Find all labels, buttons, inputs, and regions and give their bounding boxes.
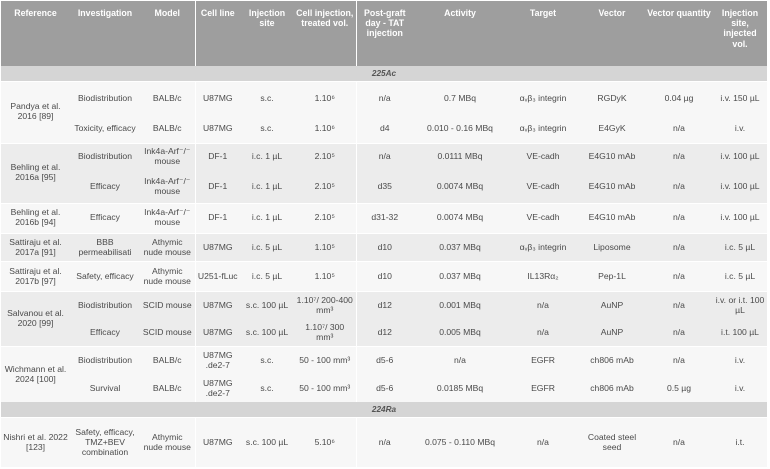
- vector-qty-cell: n/a: [645, 319, 713, 347]
- column-header: Cell injection, treated vol.: [294, 1, 356, 66]
- cell-injection-cell: 2.10⁵: [294, 143, 356, 171]
- cell-injection-cell: 2.10⁵: [294, 203, 356, 234]
- injection-site-cell: i.c. 1 µL: [240, 203, 294, 234]
- activity-cell: 0.0185 MBq: [413, 375, 507, 403]
- model-cell: Athymic nude mouse: [140, 418, 195, 467]
- column-header: Vector: [579, 1, 645, 66]
- cell-injection-cell: 1.10⁶: [294, 116, 356, 144]
- target-cell: EGFR: [507, 347, 579, 375]
- inj-site-vol-cell: i.c. 5 µL: [713, 234, 767, 262]
- target-cell: αᵥβ₃ integrin: [507, 116, 579, 144]
- table-row: [1, 203, 767, 234]
- target-cell: n/a: [507, 418, 579, 467]
- model-cell: BALB/c: [140, 347, 195, 375]
- vector-qty-cell: n/a: [645, 143, 713, 171]
- inj-site-vol-cell: i.v. 100 µL: [713, 203, 767, 234]
- reference-cell: Salvanou et al. 2020 [99]: [1, 292, 70, 347]
- cell-injection-cell: 1.10⁷/ 200-400 mm³: [294, 292, 356, 320]
- reference-cell: Behling et al. 2016a [95]: [1, 143, 70, 203]
- injection-site-cell: s.c. 100 µL: [240, 319, 294, 347]
- reference-cell: Sattiraju et al. 2017b [97]: [1, 262, 70, 292]
- vector-qty-cell: n/a: [645, 418, 713, 467]
- section-row: [1, 66, 767, 81]
- model-cell: Athymic nude mouse: [140, 234, 195, 262]
- investigation-cell: Toxicity, efficacy: [70, 116, 140, 144]
- injection-site-cell: i.c. 5 µL: [240, 234, 294, 262]
- inj-site-vol-cell: i.v.: [713, 347, 767, 375]
- activity-cell: 0.037 MBq: [413, 262, 507, 292]
- model-cell: SCID mouse: [140, 319, 195, 347]
- vector-qty-cell: 0.5 µg: [645, 375, 713, 403]
- table-row: [1, 347, 767, 375]
- activity-cell: 0.7 MBq: [413, 81, 507, 115]
- column-header: Post-graft day - TAT injection: [356, 1, 413, 66]
- section-label: 224Ra: [1, 402, 767, 417]
- cell-line-cell: U87MG: [195, 116, 240, 144]
- table-row: [1, 81, 767, 115]
- investigation-cell: BBB permeabilisati: [70, 234, 140, 262]
- post-graft-cell: d4: [356, 116, 413, 144]
- post-graft-cell: d31-32: [356, 203, 413, 234]
- target-cell: VE-cadh: [507, 143, 579, 171]
- model-cell: BALB/c: [140, 81, 195, 115]
- vector-cell: E4G10 mAb: [579, 143, 645, 171]
- vector-cell: ch806 mAb: [579, 347, 645, 375]
- model-cell: SCID mouse: [140, 292, 195, 320]
- cell-injection-cell: 1.10⁵: [294, 234, 356, 262]
- post-graft-cell: d10: [356, 234, 413, 262]
- vector-cell: ch806 mAb: [579, 375, 645, 403]
- section-label: 225Ac: [1, 66, 767, 81]
- inj-site-vol-cell: i.v.: [713, 116, 767, 144]
- post-graft-cell: d12: [356, 319, 413, 347]
- cell-line-cell: U87MG: [195, 292, 240, 320]
- vector-qty-cell: n/a: [645, 262, 713, 292]
- column-header: Model: [140, 1, 195, 66]
- injection-site-cell: s.c.: [240, 81, 294, 115]
- injection-site-cell: i.c. 5 µL: [240, 262, 294, 292]
- inj-site-vol-cell: i.v.: [713, 375, 767, 403]
- investigation-cell: Survival: [70, 375, 140, 403]
- injection-site-cell: s.c.: [240, 375, 294, 403]
- post-graft-cell: n/a: [356, 143, 413, 171]
- post-graft-cell: n/a: [356, 418, 413, 467]
- activity-cell: 0.0074 MBq: [413, 203, 507, 234]
- investigation-cell: Biodistribution: [70, 143, 140, 171]
- table-row: [1, 262, 767, 292]
- cell-injection-cell: 50 - 100 mm³: [294, 375, 356, 403]
- model-cell: BALB/c: [140, 116, 195, 144]
- post-graft-cell: d5-6: [356, 347, 413, 375]
- cell-injection-cell: 5.10⁶: [294, 418, 356, 467]
- vector-cell: E4G10 mAb: [579, 171, 645, 203]
- investigation-cell: Biodistribution: [70, 292, 140, 320]
- table-row: [1, 116, 767, 144]
- post-graft-cell: d35: [356, 171, 413, 203]
- activity-cell: 0.010 - 0.16 MBq: [413, 116, 507, 144]
- inj-site-vol-cell: i.v. 100 µL: [713, 143, 767, 171]
- cell-injection-cell: 1.10⁵: [294, 262, 356, 292]
- vector-cell: E4G10 mAb: [579, 203, 645, 234]
- vector-cell: AuNP: [579, 292, 645, 320]
- investigation-cell: Efficacy: [70, 203, 140, 234]
- activity-cell: 0.005 MBq: [413, 319, 507, 347]
- investigation-cell: Biodistribution: [70, 81, 140, 115]
- activity-cell: 0.0111 MBq: [413, 143, 507, 171]
- cell-line-cell: U87MG: [195, 418, 240, 467]
- reference-cell: Sattiraju et al. 2017a [91]: [1, 234, 70, 262]
- inj-site-vol-cell: i.c. 5 µL: [713, 262, 767, 292]
- reference-cell: Pandya et al. 2016 [89]: [1, 81, 70, 143]
- injection-site-cell: i.c. 1 µL: [240, 143, 294, 171]
- cell-line-cell: U87MG: [195, 234, 240, 262]
- column-header: Vector quantity: [645, 1, 713, 66]
- vector-qty-cell: n/a: [645, 171, 713, 203]
- vector-qty-cell: n/a: [645, 203, 713, 234]
- activity-cell: 0.075 - 0.110 MBq: [413, 418, 507, 467]
- vector-qty-cell: n/a: [645, 292, 713, 320]
- vector-qty-cell: n/a: [645, 116, 713, 144]
- column-header: Target: [507, 1, 579, 66]
- investigation-cell: Efficacy: [70, 319, 140, 347]
- cell-line-cell: U251-fLuc: [195, 262, 240, 292]
- cell-injection-cell: 1.10⁶: [294, 81, 356, 115]
- investigation-cell: Safety, efficacy: [70, 262, 140, 292]
- column-header: Activity: [413, 1, 507, 66]
- data-table: [1, 1, 767, 467]
- cell-line-cell: U87MG .de2-7: [195, 375, 240, 403]
- activity-cell: 0.001 MBq: [413, 292, 507, 320]
- inj-site-vol-cell: i.t.: [713, 418, 767, 467]
- model-cell: Ink4a-Arf⁻/⁻ mouse: [140, 171, 195, 203]
- cell-line-cell: DF-1: [195, 203, 240, 234]
- investigation-cell: Biodistribution: [70, 347, 140, 375]
- post-graft-cell: d10: [356, 262, 413, 292]
- model-cell: Athymic nude mouse: [140, 262, 195, 292]
- activity-cell: n/a: [413, 347, 507, 375]
- vector-cell: AuNP: [579, 319, 645, 347]
- column-header: Investigation: [70, 1, 140, 66]
- inj-site-vol-cell: i.v. 100 µL: [713, 171, 767, 203]
- table-row: [1, 418, 767, 467]
- table-row: [1, 143, 767, 171]
- column-header: Reference: [1, 1, 70, 66]
- inj-site-vol-cell: i.v. or i.t. 100 µL: [713, 292, 767, 320]
- target-cell: αᵥβ₃ integrin: [507, 81, 579, 115]
- inj-site-vol-cell: i.v. 150 µL: [713, 81, 767, 115]
- section-row: [1, 402, 767, 417]
- vector-qty-cell: n/a: [645, 234, 713, 262]
- reference-cell: Behling et al. 2016b [94]: [1, 203, 70, 234]
- vector-cell: Coated steel seed: [579, 418, 645, 467]
- vector-qty-cell: 0.04 µg: [645, 81, 713, 115]
- table-row: [1, 234, 767, 262]
- cell-line-cell: DF-1: [195, 171, 240, 203]
- column-header: Cell line: [195, 1, 240, 66]
- vector-cell: Pep-1L: [579, 262, 645, 292]
- cell-injection-cell: 50 - 100 mm³: [294, 347, 356, 375]
- reference-cell: Nishri et al. 2022 [123]: [1, 418, 70, 467]
- table-body: [1, 66, 767, 467]
- activity-cell: 0.0074 MBq: [413, 171, 507, 203]
- target-cell: EGFR: [507, 375, 579, 403]
- investigation-cell: Safety, efficacy, TMZ+BEV combination: [70, 418, 140, 467]
- cell-injection-cell: 2.10⁵: [294, 171, 356, 203]
- cell-line-cell: U87MG: [195, 81, 240, 115]
- vector-cell: RGDyK: [579, 81, 645, 115]
- injection-site-cell: s.c. 100 µL: [240, 292, 294, 320]
- table-row: [1, 292, 767, 320]
- injection-site-cell: i.c. 1 µL: [240, 171, 294, 203]
- table-row: [1, 319, 767, 347]
- cell-line-cell: U87MG .de2-7: [195, 347, 240, 375]
- target-cell: VE-cadh: [507, 171, 579, 203]
- header-row: [1, 1, 767, 66]
- cell-injection-cell: 1.10⁷/ 300 mm³: [294, 319, 356, 347]
- vector-qty-cell: n/a: [645, 347, 713, 375]
- vector-cell: Liposome: [579, 234, 645, 262]
- injection-site-cell: s.c.: [240, 347, 294, 375]
- model-cell: Ink4a-Arf⁻/⁻ mouse: [140, 143, 195, 171]
- inj-site-vol-cell: i.t. 100 µL: [713, 319, 767, 347]
- cell-line-cell: U87MG: [195, 319, 240, 347]
- post-graft-cell: n/a: [356, 81, 413, 115]
- column-header: Injection site: [240, 1, 294, 66]
- column-header: Injection site, injected vol.: [713, 1, 767, 66]
- post-graft-cell: d12: [356, 292, 413, 320]
- post-graft-cell: d5-6: [356, 375, 413, 403]
- injection-site-cell: s.c. 100 µL: [240, 418, 294, 467]
- target-cell: αᵥβ₃ integrin: [507, 234, 579, 262]
- table-row: [1, 375, 767, 403]
- target-cell: VE-cadh: [507, 203, 579, 234]
- injection-site-cell: s.c.: [240, 116, 294, 144]
- investigation-cell: Efficacy: [70, 171, 140, 203]
- target-cell: n/a: [507, 292, 579, 320]
- target-cell: IL13Rα₂: [507, 262, 579, 292]
- target-cell: n/a: [507, 319, 579, 347]
- table-row: [1, 171, 767, 203]
- vector-cell: E4GyK: [579, 116, 645, 144]
- activity-cell: 0.037 MBq: [413, 234, 507, 262]
- cell-line-cell: DF-1: [195, 143, 240, 171]
- model-cell: Ink4a-Arf⁻/⁻ mouse: [140, 203, 195, 234]
- model-cell: BALB/c: [140, 375, 195, 403]
- reference-cell: Wichmann et al. 2024 [100]: [1, 347, 70, 402]
